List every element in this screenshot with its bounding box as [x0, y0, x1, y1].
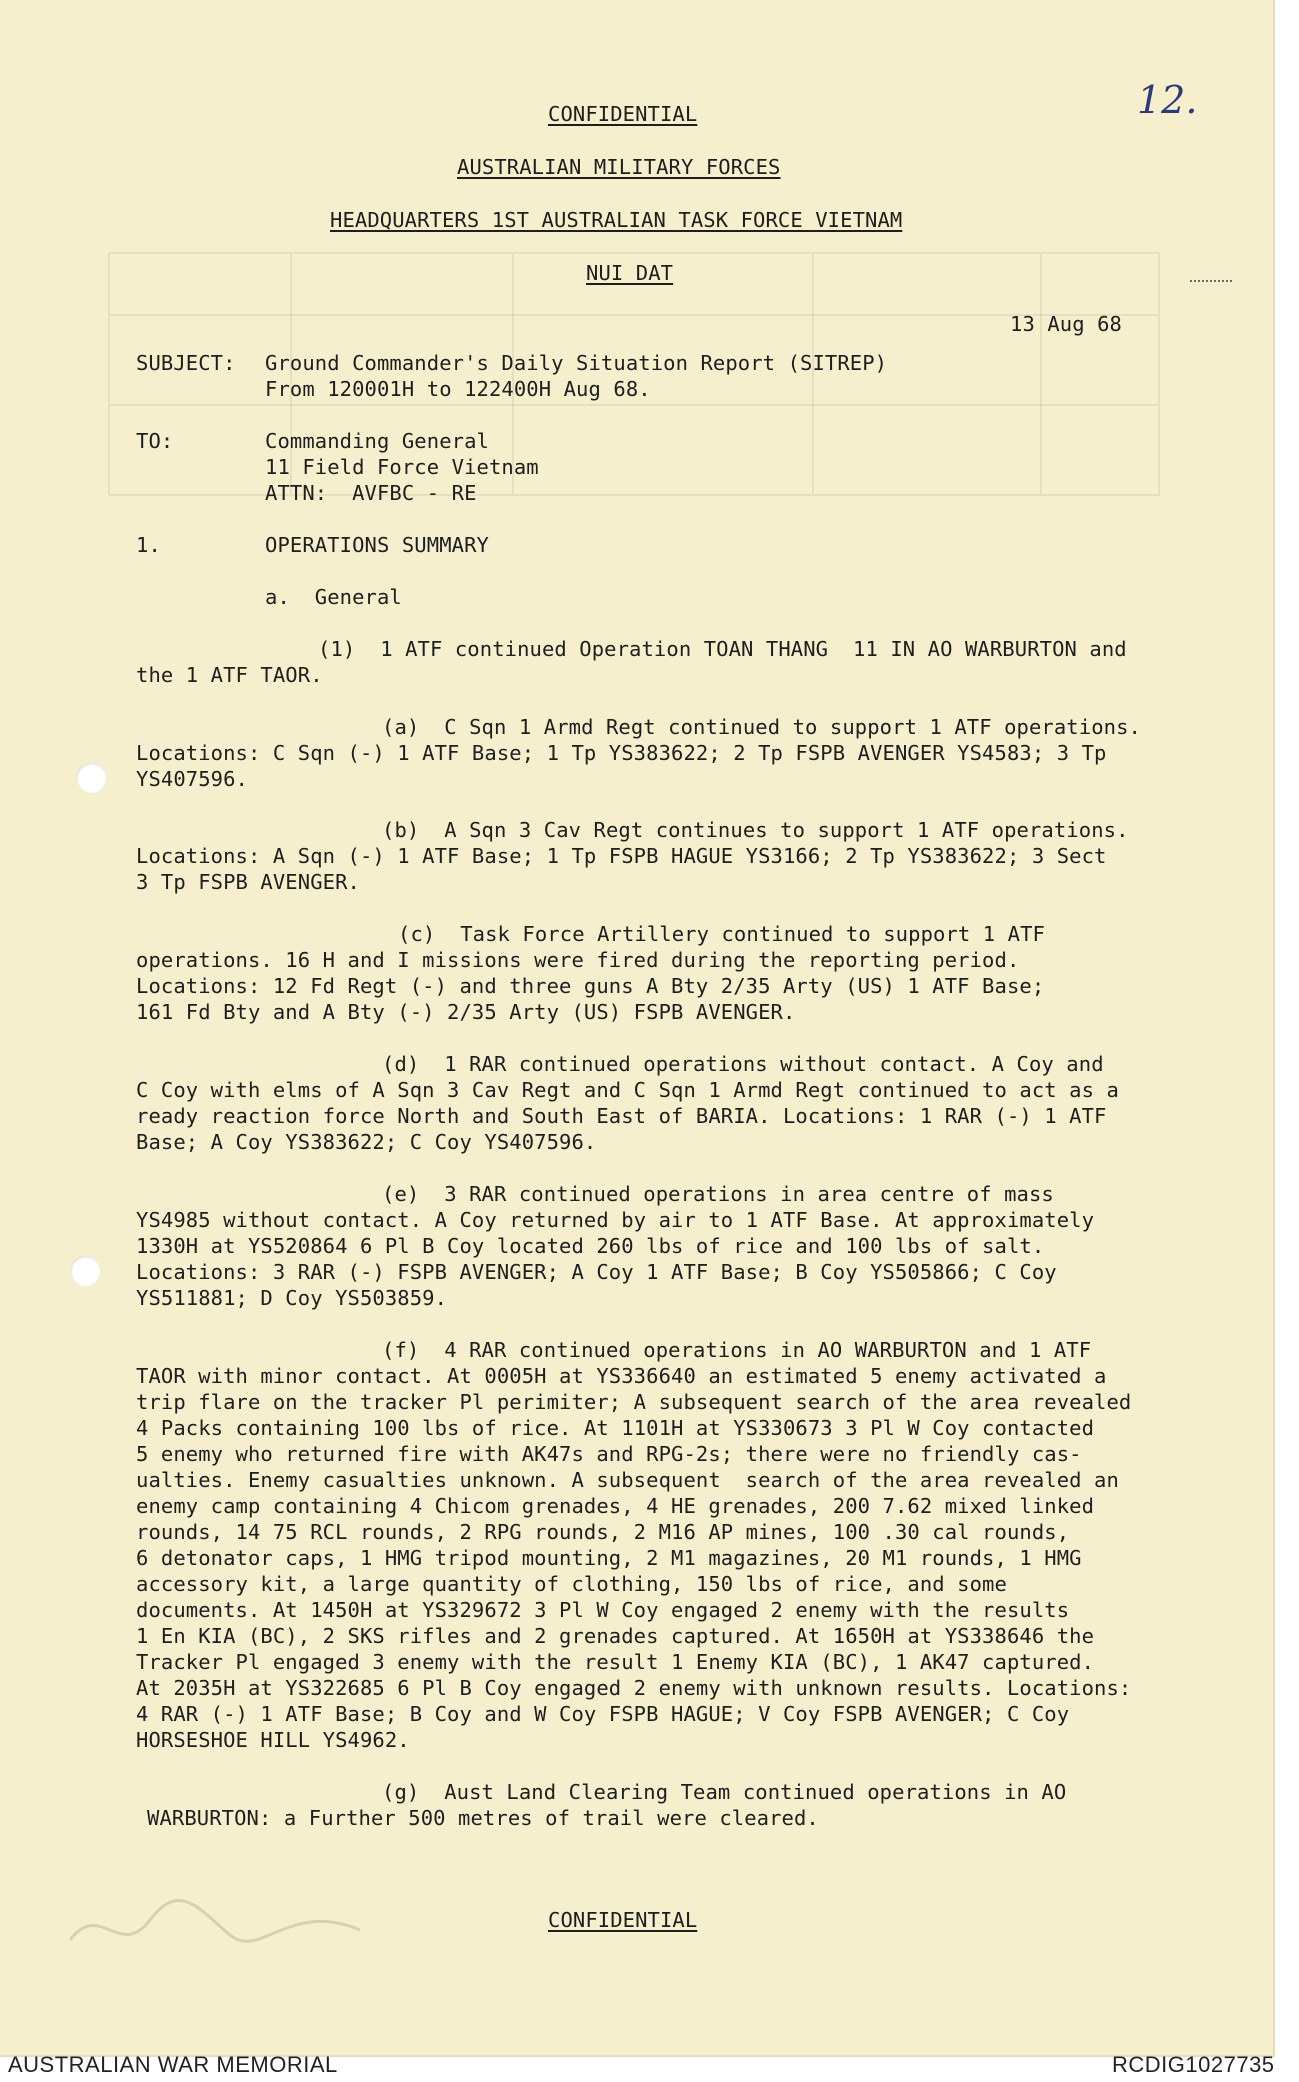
subject-label: SUBJECT:: [136, 351, 236, 375]
para-f-line-1: (f) 4 RAR continued operations in AO WARBURTON and 1 ATF: [382, 1338, 1092, 1362]
para-b-line-3: 3 Tp FSPB AVENGER.: [136, 870, 360, 894]
para-e-line-2: YS4985 without contact. A Coy returned by air to 1 ATF Base. At approximately: [136, 1208, 1095, 1232]
para-1-line-1: (1) 1 ATF continued Operation TOAN THANG 11 IN AO WARBURTON and: [318, 637, 1127, 661]
para-f-line-7: enemy camp containing 4 Chicom grenades, 4 HE grenades, 200 7.62 mixed linked: [136, 1494, 1095, 1518]
archive-id: RCDIG1027735: [1112, 2052, 1275, 2077]
to-line-1: Commanding General: [265, 429, 489, 453]
handwritten-page-number: 12.: [1137, 78, 1198, 122]
para-f-line-2: TAOR with minor contact. At 0005H at YS336640 an estimated 5 enemy activated a: [136, 1364, 1107, 1388]
para-f-line-9: 6 detonator caps, 1 HMG tripod mounting, 2 M1 magazines, 20 M1 rounds, 1 HMG: [136, 1546, 1082, 1570]
pencil-mark: [1190, 280, 1232, 282]
hq-heading: HEADQUARTERS 1ST AUSTRALIAN TASK FORCE VIETNAM: [330, 208, 903, 232]
para-b-line-1: (b) A Sqn 3 Cav Regt continues to support 1 ATF operations.: [382, 818, 1129, 842]
subject-line-2: From 120001H to 122400H Aug 68.: [265, 377, 651, 401]
punch-hole-top: [76, 763, 106, 793]
para-f-line-6: ualties. Enemy casualties unknown. A subsequent search of the area revealed an: [136, 1468, 1119, 1492]
report-date: 13 Aug 68: [1010, 312, 1122, 336]
para-c-line-4: 161 Fd Bty and A Bty (-) 2/35 Arty (US) FSPB AVENGER.: [136, 1000, 796, 1024]
para-b-line-2: Locations: A Sqn (-) 1 ATF Base; 1 Tp FSPB HAGUE YS3166; 2 Tp YS383622; 3 Sect: [136, 844, 1107, 868]
para-e-line-1: (e) 3 RAR continued operations in area centre of mass: [382, 1182, 1054, 1206]
para-a-line-2: Locations: C Sqn (-) 1 ATF Base; 1 Tp YS383622; 2 Tp FSPB AVENGER YS4583; 3 Tp: [136, 741, 1107, 765]
para-d-line-2: C Coy with elms of A Sqn 3 Cav Regt and C Sqn 1 Armd Regt continued to act as a: [136, 1078, 1119, 1102]
subject-line-1: Ground Commander's Daily Situation Report (SITREP): [265, 351, 888, 375]
para-f-line-13: Tracker Pl engaged 3 enemy with the result 1 Enemy KIA (BC), 1 AK47 captured.: [136, 1650, 1095, 1674]
to-line-3: ATTN: AVFBC - RE: [265, 481, 477, 505]
para-d-line-4: Base; A Coy YS383622; C Coy YS407596.: [136, 1130, 597, 1154]
classification-bottom: CONFIDENTIAL: [548, 1908, 698, 1932]
classification-top: CONFIDENTIAL: [548, 102, 698, 126]
section-number: 1.: [136, 533, 161, 557]
para-a-line-3: YS407596.: [136, 767, 248, 791]
para-f-line-10: accessory kit, a large quantity of clothing, 150 lbs of rice, and some: [136, 1572, 1007, 1596]
para-f-line-14: At 2035H at YS322685 6 Pl B Coy engaged 2 enemy with unknown results. Locations:: [136, 1676, 1132, 1700]
to-label: TO:: [136, 429, 174, 453]
para-f-line-15: 4 RAR (-) 1 ATF Base; B Coy and W Coy FSPB HAGUE; V Coy FSPB AVENGER; C Coy: [136, 1702, 1070, 1726]
faint-signature: [60, 1880, 380, 1970]
para-e-line-5: YS511881; D Coy YS503859.: [136, 1286, 448, 1310]
subsection-title: a. General: [265, 585, 402, 609]
para-g-line-2: WARBURTON: a Further 500 metres of trail were cleared.: [147, 1806, 819, 1830]
org-heading: AUSTRALIAN MILITARY FORCES: [457, 155, 781, 179]
para-d-line-1: (d) 1 RAR continued operations without contact. A Coy and: [382, 1052, 1104, 1076]
para-f-line-8: rounds, 14 75 RCL rounds, 2 RPG rounds, 2 M16 AP mines, 100 .30 cal rounds,: [136, 1520, 1070, 1544]
archive-credit: AUSTRALIAN WAR MEMORIAL: [8, 2052, 338, 2077]
para-f-line-11: documents. At 1450H at YS329672 3 Pl W Coy engaged 2 enemy with the results: [136, 1598, 1070, 1622]
para-e-line-3: 1330H at YS520864 6 Pl B Coy located 260 lbs of rice and 100 lbs of salt.: [136, 1234, 1045, 1258]
para-a-line-1: (a) C Sqn 1 Armd Regt continued to support 1 ATF operations.: [382, 715, 1141, 739]
para-f-line-3: trip flare on the tracker Pl perimiter; A subsequent search of the area revealed: [136, 1390, 1132, 1414]
para-g-line-1: (g) Aust Land Clearing Team continued operations in AO: [382, 1780, 1067, 1804]
para-1-line-2: the 1 ATF TAOR.: [136, 663, 323, 687]
to-line-2: 11 Field Force Vietnam: [265, 455, 539, 479]
para-c-line-2: operations. 16 H and I missions were fired during the reporting period.: [136, 948, 1020, 972]
para-f-line-12: 1 En KIA (BC), 2 SKS rifles and 2 grenades captured. At 1650H at YS338646 the: [136, 1624, 1095, 1648]
punch-hole-bottom: [70, 1256, 100, 1286]
para-e-line-4: Locations: 3 RAR (-) FSPB AVENGER; A Coy 1 ATF Base; B Coy YS505866; C Coy: [136, 1260, 1057, 1284]
para-c-line-3: Locations: 12 Fd Regt (-) and three guns A Bty 2/35 Arty (US) 1 ATF Base;: [136, 974, 1045, 998]
para-f-line-4: 4 Packs containing 100 lbs of rice. At 1101H at YS330673 3 Pl W Coy contacted: [136, 1416, 1095, 1440]
section-title: OPERATIONS SUMMARY: [265, 533, 489, 557]
para-f-line-5: 5 enemy who returned fire with AK47s and RPG-2s; there were no friendly cas-: [136, 1442, 1082, 1466]
location-heading: NUI DAT: [586, 261, 674, 285]
para-f-line-16: HORSESHOE HILL YS4962.: [136, 1728, 410, 1752]
para-c-line-1: (c) Task Force Artillery continued to support 1 ATF: [398, 922, 1045, 946]
para-d-line-3: ready reaction force North and South East of BARIA. Locations: 1 RAR (-) 1 ATF: [136, 1104, 1107, 1128]
